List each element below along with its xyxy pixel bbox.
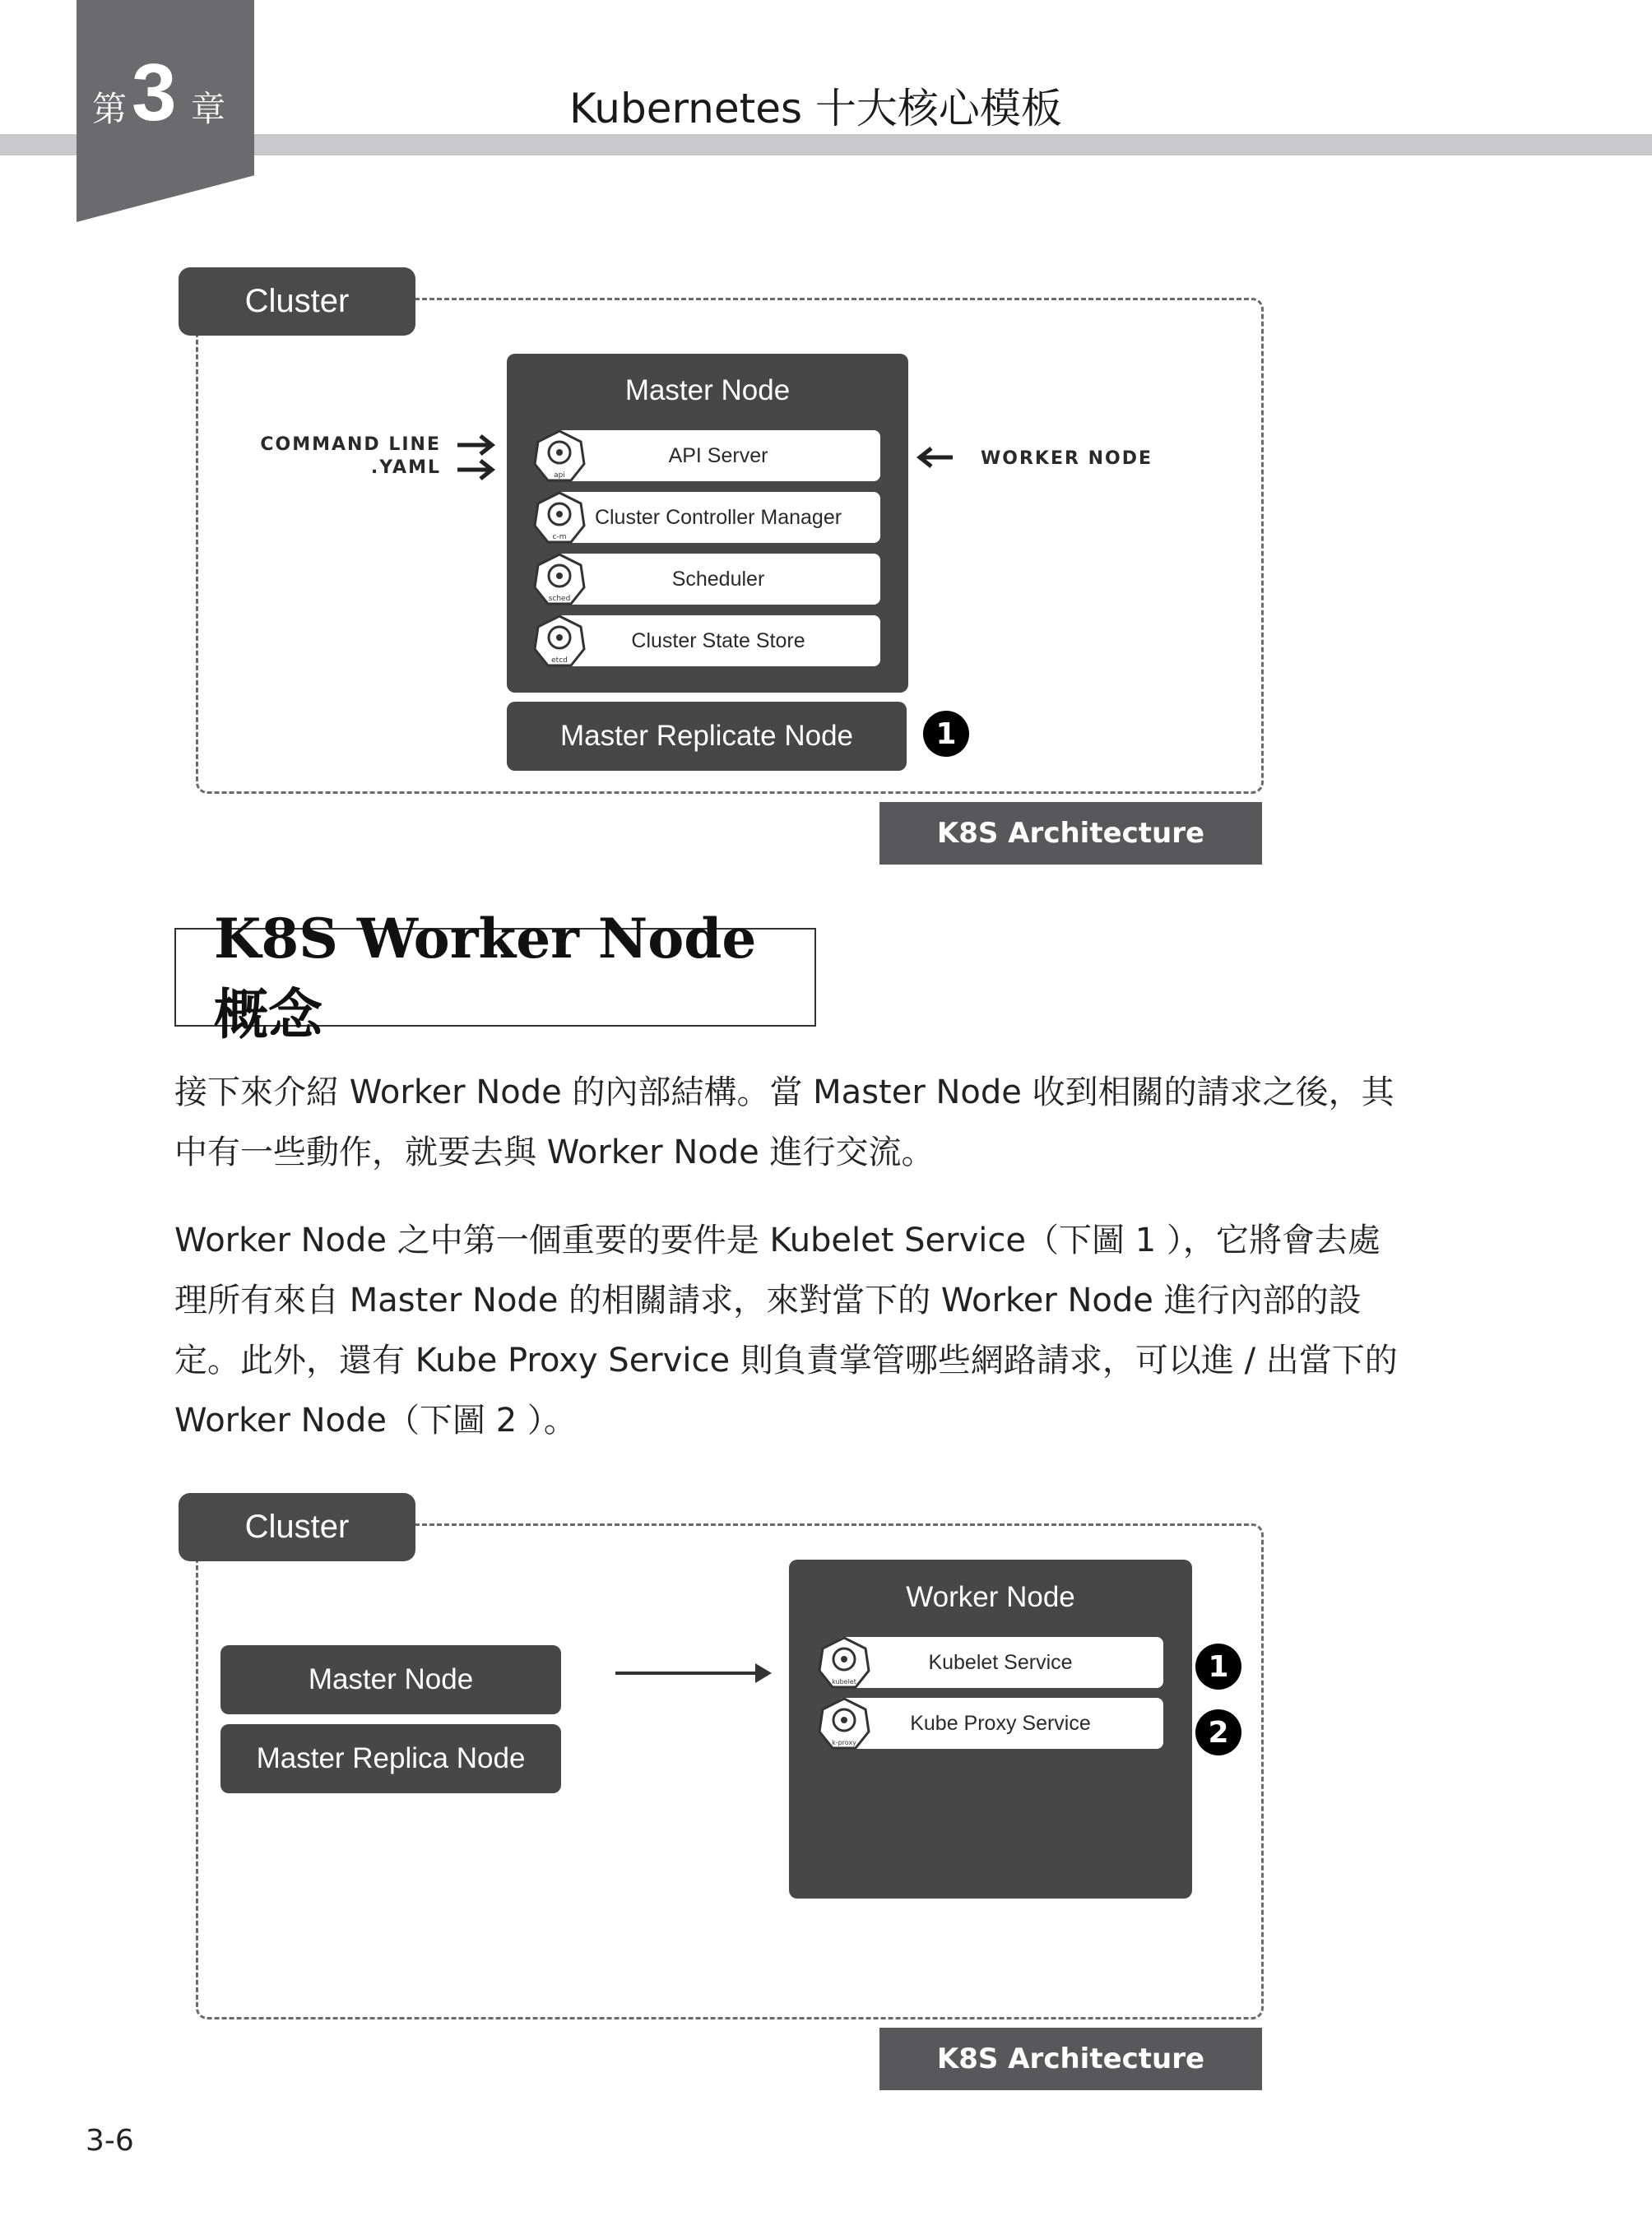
worker-arrow-icon <box>916 444 954 471</box>
section-heading: K8S Worker Node 概念 <box>174 928 816 1027</box>
api-server-label: API Server <box>668 443 768 467</box>
svg-text:etcd: etcd <box>551 656 568 665</box>
kube-proxy-service-label: Kube Proxy Service <box>910 1711 1091 1735</box>
api-server-icon <box>533 429 586 482</box>
arrow-to-worker-icon <box>614 1658 773 1688</box>
command-line-label: COMMAND LINE <box>260 434 441 455</box>
worker-node-title: Worker Node <box>906 1581 1075 1613</box>
chapter-prefix: 第 <box>92 89 128 129</box>
page-title: Kubernetes 十大核心模板 <box>569 85 1062 132</box>
chapter-number: 3 <box>132 47 177 137</box>
kube-proxy-service-box <box>838 1698 1163 1749</box>
badge-kube-proxy: 2 <box>1195 1709 1241 1755</box>
input-arrows <box>456 432 497 483</box>
figure-caption: K8S Architecture <box>879 802 1262 865</box>
master-replicate-node: Master Replicate Node <box>507 702 907 771</box>
state-store-box <box>556 615 880 666</box>
master-replica-node-box: Master Replica Node <box>220 1724 561 1793</box>
controller-manager-label: Cluster Controller Manager <box>594 505 842 529</box>
yaml-label: .YAML <box>370 457 441 478</box>
master-node-box: Master Node <box>220 1645 561 1714</box>
svg-text:kubelet: kubelet <box>832 1678 856 1686</box>
cluster-label-2: Cluster <box>179 1493 415 1561</box>
controller-manager-box <box>556 492 880 543</box>
api-server-box <box>556 430 880 481</box>
chapter-suffix: 章 <box>191 89 226 129</box>
kubelet-icon <box>818 1636 870 1689</box>
badge-1: 1 <box>923 711 969 757</box>
controller-manager-icon <box>533 491 586 544</box>
svg-text:k-proxy: k-proxy <box>832 1739 856 1746</box>
svg-text:c-m: c-m <box>552 533 567 541</box>
scheduler-box <box>556 554 880 605</box>
kube-proxy-icon <box>818 1697 870 1750</box>
kubelet-service-box <box>838 1637 1163 1688</box>
kubelet-service-label: Kubelet Service <box>928 1650 1073 1674</box>
master-node-title: Master Node <box>624 374 791 406</box>
scheduler-label: Scheduler <box>671 567 765 591</box>
state-store-icon <box>533 614 586 667</box>
paragraph-1: 接下來介紹 Worker Node 的內部結構。當 Master Node 收到相關的請求之後，其 中有一些動作，就要去與 Worker Node 進行交流。 <box>174 1073 1394 1171</box>
worker-node-label: WORKER NODE <box>981 448 1153 469</box>
cluster-label: Cluster <box>179 267 415 336</box>
svg-text:api: api <box>554 471 565 480</box>
page-number: 3-6 <box>86 2124 134 2158</box>
figure-caption-2: K8S Architecture <box>879 2028 1262 2090</box>
state-store-label: Cluster State Store <box>631 628 805 652</box>
badge-kubelet: 1 <box>1195 1644 1241 1690</box>
svg-text:sched: sched <box>548 595 571 603</box>
paragraph-2: Worker Node 之中第一個重要的要件是 Kubelet Service（下圖 1 ），它將會去處 理所有來自 Master Node 的相關請求，來對當下的 Worker Node 進行內部的設 定。此外，還有 Kube Proxy Service 則負責掌管哪些網路請求，可以進 / 出當下的 Worker Node（下圖 2 ）。 <box>174 1222 1398 1440</box>
scheduler-icon <box>533 553 586 605</box>
